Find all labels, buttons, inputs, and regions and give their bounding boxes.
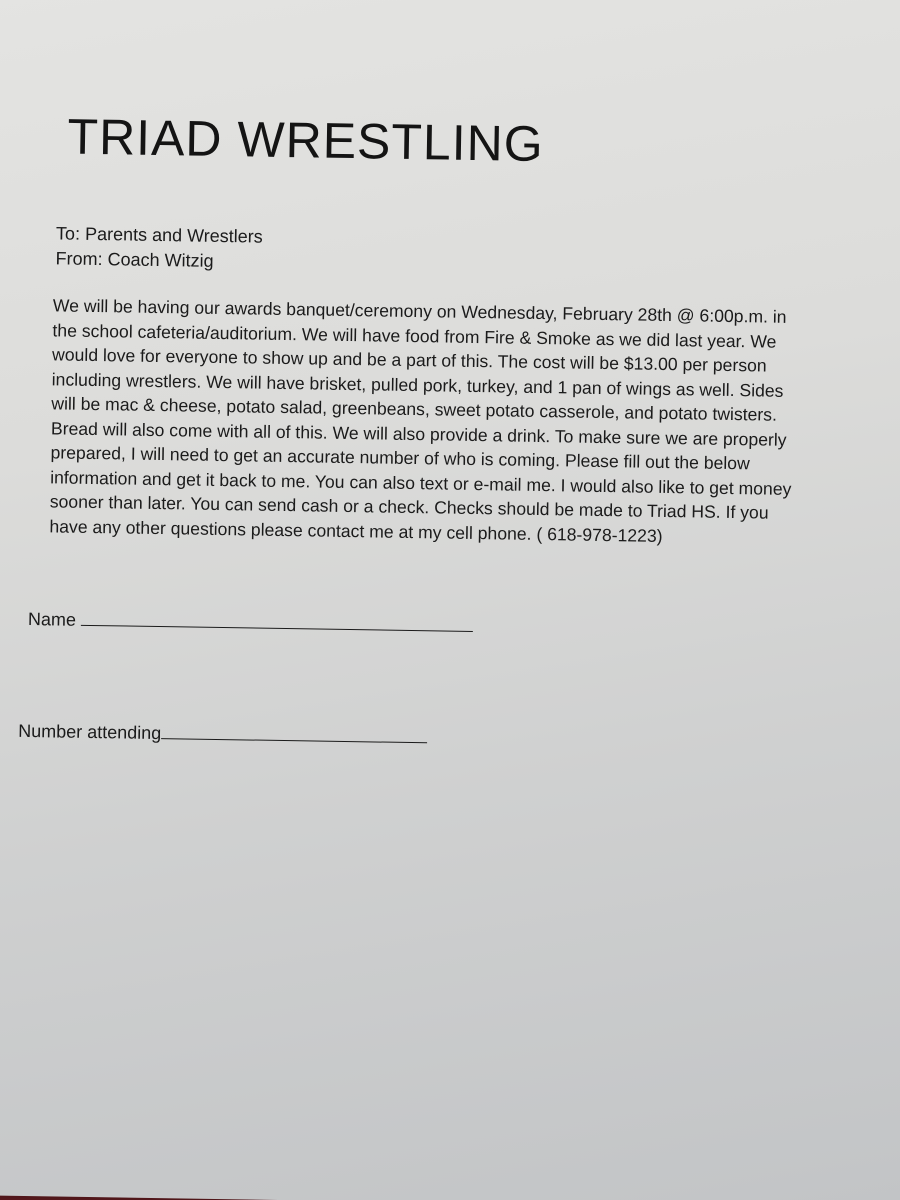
body-line: prepared, I will need to get an accurate number of who is coming. Please fill out the below	[50, 442, 750, 474]
memo-from: From: Coach Witzig	[55, 248, 214, 271]
attending-blank-line[interactable]	[161, 724, 427, 743]
body-line: the school cafeteria/auditorium. We will have food from Fire & Smoke as we did last year. We	[52, 319, 777, 352]
body-line: would love for everyone to show up and be a part of this. The cost will be $13.00 per person	[51, 344, 767, 376]
announcement-body	[49, 293, 853, 551]
body-line: sooner than later. You can send cash or a check. Checks should be made to Triad HS. If you	[49, 491, 769, 523]
body-line: have any other questions please contact me at my cell phone. ( 618-978-1223)	[49, 515, 663, 546]
body-line: including wrestlers. We will have brisket, pulled pork, turkey, and 1 pan of wings as well. Sides	[51, 368, 784, 401]
name-blank-line[interactable]	[81, 611, 473, 632]
name-field	[28, 609, 473, 637]
memo-to: To: Parents and Wrestlers	[55, 223, 263, 247]
body-line: Bread will also come with all of this. We will also provide a drink. To make sure we are properly	[50, 417, 787, 450]
body-line: will be mac & cheese, potato salad, greenbeans, sweet potato casserole, and potato twisters.	[51, 393, 778, 425]
flyer-title: TRIAD WRESTLING	[67, 108, 545, 173]
attending-label: Number attending	[18, 720, 162, 744]
attending-field	[18, 721, 427, 748]
memo-header	[55, 221, 263, 274]
body-line: We will be having our awards banquet/ceremony on Wednesday, February 28th @ 6:00p.m. in	[52, 295, 787, 327]
name-label: Name	[27, 608, 77, 630]
body-line: information and get it back to me. You can also text or e-mail me. I would also like to get money	[50, 466, 792, 499]
